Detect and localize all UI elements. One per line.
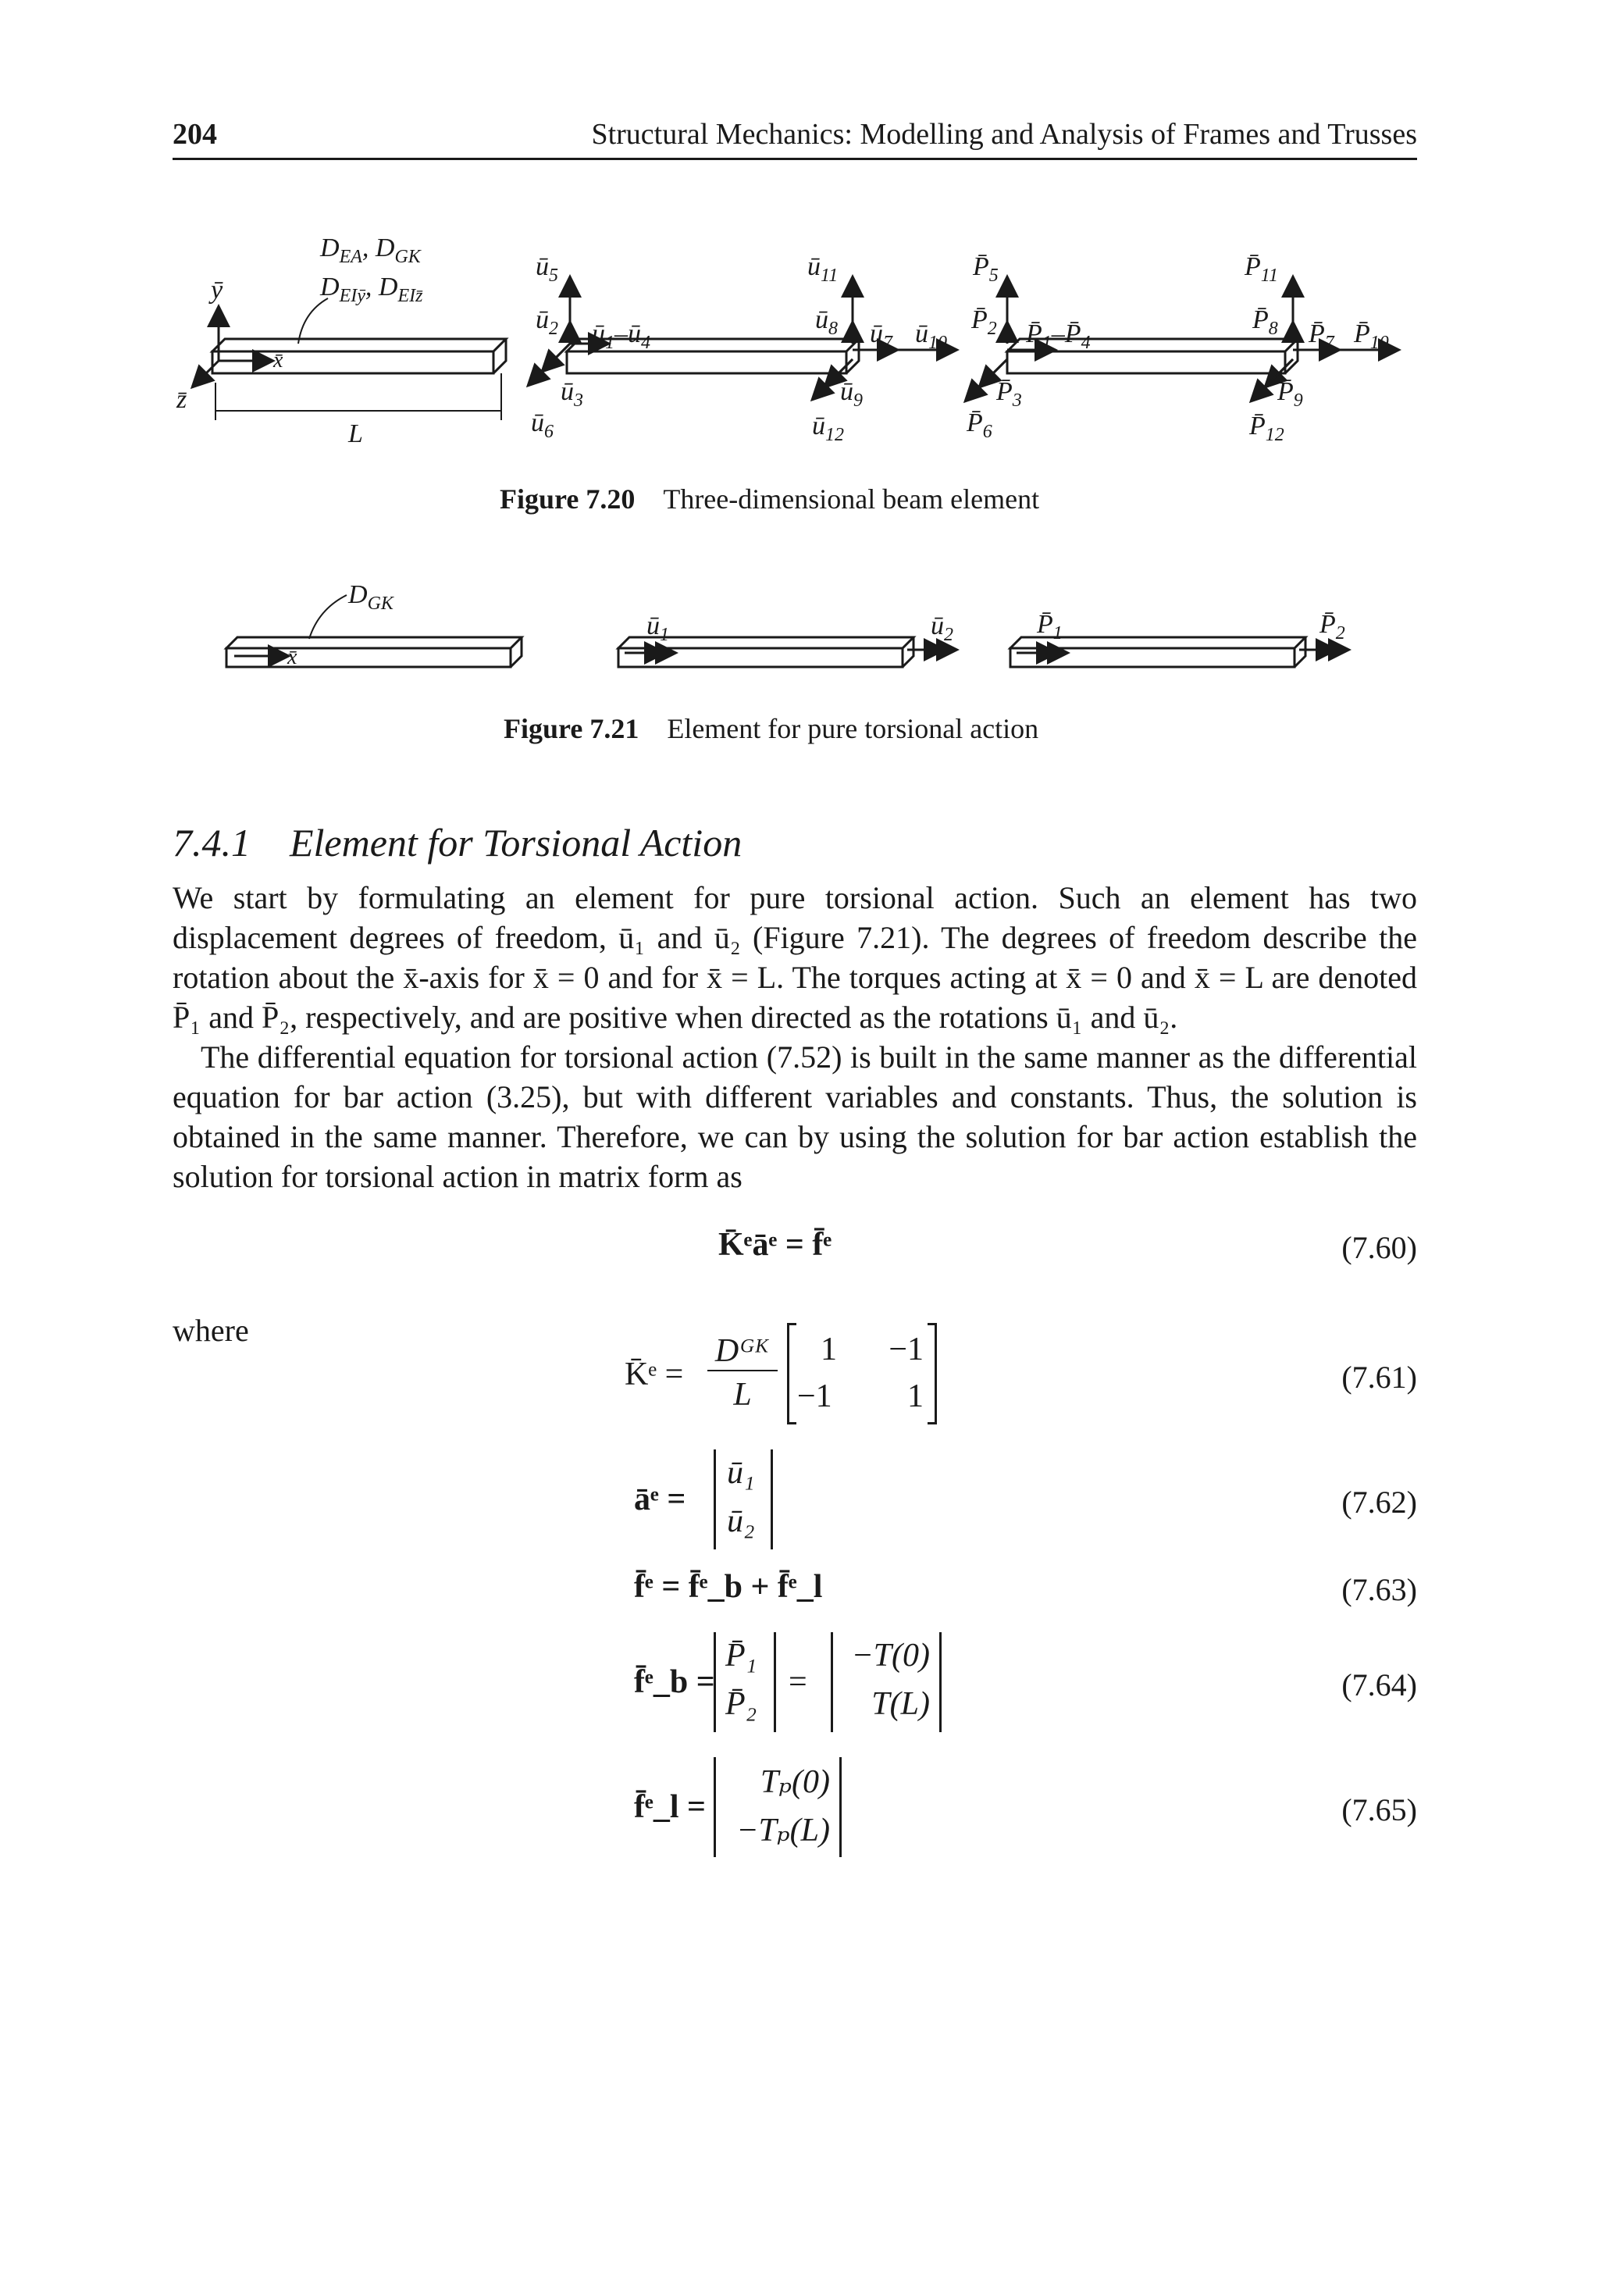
fig721-P1: $P̄_1$: [1037, 610, 1063, 644]
vector-P2: P̄₂: [725, 1686, 757, 1722]
vector-TL: T(L): [871, 1686, 930, 1722]
vector-Tp0: Tₚ(0): [760, 1764, 830, 1800]
fig720-u8: $ū_8$: [815, 305, 838, 339]
fig720-P5: $P̄_5$: [973, 252, 999, 286]
fig720-P8: $P̄_8$: [1252, 305, 1278, 339]
fig720-u10: $ū_{10}$: [915, 319, 947, 353]
fig720-axis-x: x̄: [273, 348, 283, 373]
fig720-axis-z: z̄: [176, 385, 187, 414]
fig721-torsion-beams: [226, 595, 1349, 667]
fig721-axis-x: x̄: [287, 645, 297, 669]
fig720-P6: $P̄_6$: [967, 408, 992, 442]
vector-minus-T0: −T(0): [851, 1638, 930, 1674]
vector-u1: ū₁: [727, 1455, 755, 1491]
equation-7-61-denominator: L: [733, 1377, 752, 1413]
fig720-length-L: L: [348, 419, 363, 448]
vector-P1: P̄₁: [725, 1638, 757, 1674]
fig720-u6: $ū_6$: [531, 408, 554, 442]
paragraph-2: The differential equation for torsional action (7.52) is built in the same manner as the differential equation for bar action (3.25), but with different variables and constants. Thus, the solution is obtained in the same manner. Therefore, we can by using the solution for bar action establish the solution for torsional action in matrix form as: [173, 1039, 1417, 1194]
matrix-cell-21: −1: [797, 1378, 832, 1414]
fig720-u11: $ū_{11}$: [807, 252, 839, 286]
fig720-u2: $ū_2$: [536, 305, 558, 339]
fig720-P3: $P̄_3$: [996, 377, 1022, 411]
paragraph-1: We start by formulating an element for pure torsional action. Such an element has two displacement degrees of freedom, ū₁ and ū₂ (Figure 7.21). The degrees of freedom describe the rotation about the x̄-axis for x̄ = 0 and for x̄ = L. The torques acting at x̄ = 0 and x̄ = L are denoted P̄₁ and P̄₂, respectively, and are positive when directed as the rotations ū₁ and ū₂.: [173, 880, 1417, 1035]
fig720-label-DEIy-DEIz: $D_{EIȳ}$, $D_{EIz̄}$: [320, 273, 423, 306]
equation-7-63-number: (7.63): [1341, 1572, 1417, 1607]
figure-7-21-caption-text: Element for pure torsional action: [667, 713, 1039, 744]
figure-7-21-caption: [504, 712, 1038, 745]
where-label: where: [173, 1313, 249, 1348]
fig721-DGK: $D_{GK}$: [348, 580, 394, 614]
figure-7-20-caption-text: Three-dimensional beam element: [663, 483, 1040, 515]
fig721-u2: $ū_2$: [931, 611, 953, 645]
fig720-u7: $ū_7$: [870, 319, 892, 353]
figure-7-21-label: Figure 7.21: [504, 713, 639, 744]
section-heading: [173, 820, 742, 865]
equation-7-61-matrix: [787, 1323, 937, 1424]
equation-7-64-vector-2: [831, 1632, 942, 1732]
equation-7-65-number: (7.65): [1341, 1792, 1417, 1827]
fig720-beam-geometry: [192, 298, 506, 420]
section-title: Element for Torsional Action: [290, 821, 743, 865]
vector-minus-TpL: −Tₚ(L): [736, 1813, 830, 1849]
equation-7-61-number: (7.61): [1341, 1360, 1417, 1395]
fig720-u1-u4: $ū_1-ū_4$: [592, 319, 650, 353]
fig720-u5: $ū_5$: [536, 252, 558, 286]
equation-7-61-lhs: K̄ᵉ =: [625, 1357, 684, 1392]
body-text: [173, 878, 1417, 1196]
fig720-u9: $ū_9$: [840, 377, 863, 411]
page-number: 204: [173, 118, 217, 151]
figures-drawing: [0, 0, 1599, 781]
fig720-u12: $ū_{12}$: [812, 412, 844, 445]
equation-7-60: K̄ᵉāᵉ = f̄ᵉ: [718, 1227, 832, 1263]
equals-sign: =: [789, 1664, 807, 1700]
running-title: Structural Mechanics: Modelling and Analysis of Frames and Trusses: [591, 118, 1417, 151]
equation-7-61-numerator: Dᴳᴷ: [707, 1332, 778, 1371]
fig720-P7: $P̄_7$: [1309, 319, 1334, 353]
fig720-P2: $P̄_2$: [971, 305, 997, 339]
fig720-label-DEA-DGK: $D_{EA}$, $D_{GK}$: [320, 234, 421, 267]
equation-7-64-lhs: f̄ᵉ_b =: [634, 1664, 715, 1700]
matrix-cell-22: 1: [907, 1378, 924, 1414]
fig720-u3: $ū_3$: [561, 377, 583, 411]
equation-7-62-vector: [714, 1449, 773, 1549]
section-number: 7.4.1: [173, 821, 251, 865]
fig720-P10: $P̄_{10}$: [1354, 319, 1389, 353]
fig720-P9: $P̄_9$: [1277, 377, 1303, 411]
fig721-P2: $P̄_2$: [1319, 610, 1345, 644]
fig720-P11: $P̄_{11}$: [1245, 252, 1278, 286]
equation-7-64-vector-1: [714, 1632, 776, 1732]
fig721-u1: $ū_1$: [646, 611, 669, 645]
fig720-P1-P4: $P̄_1-P̄_4$: [1026, 319, 1091, 353]
matrix-cell-12: −1: [889, 1332, 924, 1367]
figure-7-20-caption: [500, 483, 1039, 515]
equation-7-62-number: (7.62): [1341, 1485, 1417, 1520]
matrix-cell-11: 1: [821, 1332, 837, 1367]
equation-7-60-number: (7.60): [1341, 1230, 1417, 1265]
equation-7-65-lhs: f̄ᵉ_l =: [634, 1789, 706, 1825]
fig720-P12: $P̄_{12}$: [1249, 412, 1284, 445]
equation-7-64-number: (7.64): [1341, 1667, 1417, 1702]
vector-u2: ū₂: [727, 1503, 755, 1539]
equation-7-63: f̄ᵉ = f̄ᵉ_b + f̄ᵉ_l: [634, 1569, 823, 1605]
equation-7-65-vector: [714, 1757, 842, 1857]
equation-7-62-lhs: āᵉ =: [634, 1481, 686, 1517]
figure-7-20-label: Figure 7.20: [500, 483, 636, 515]
fig720-axis-y: ȳ: [211, 276, 223, 305]
